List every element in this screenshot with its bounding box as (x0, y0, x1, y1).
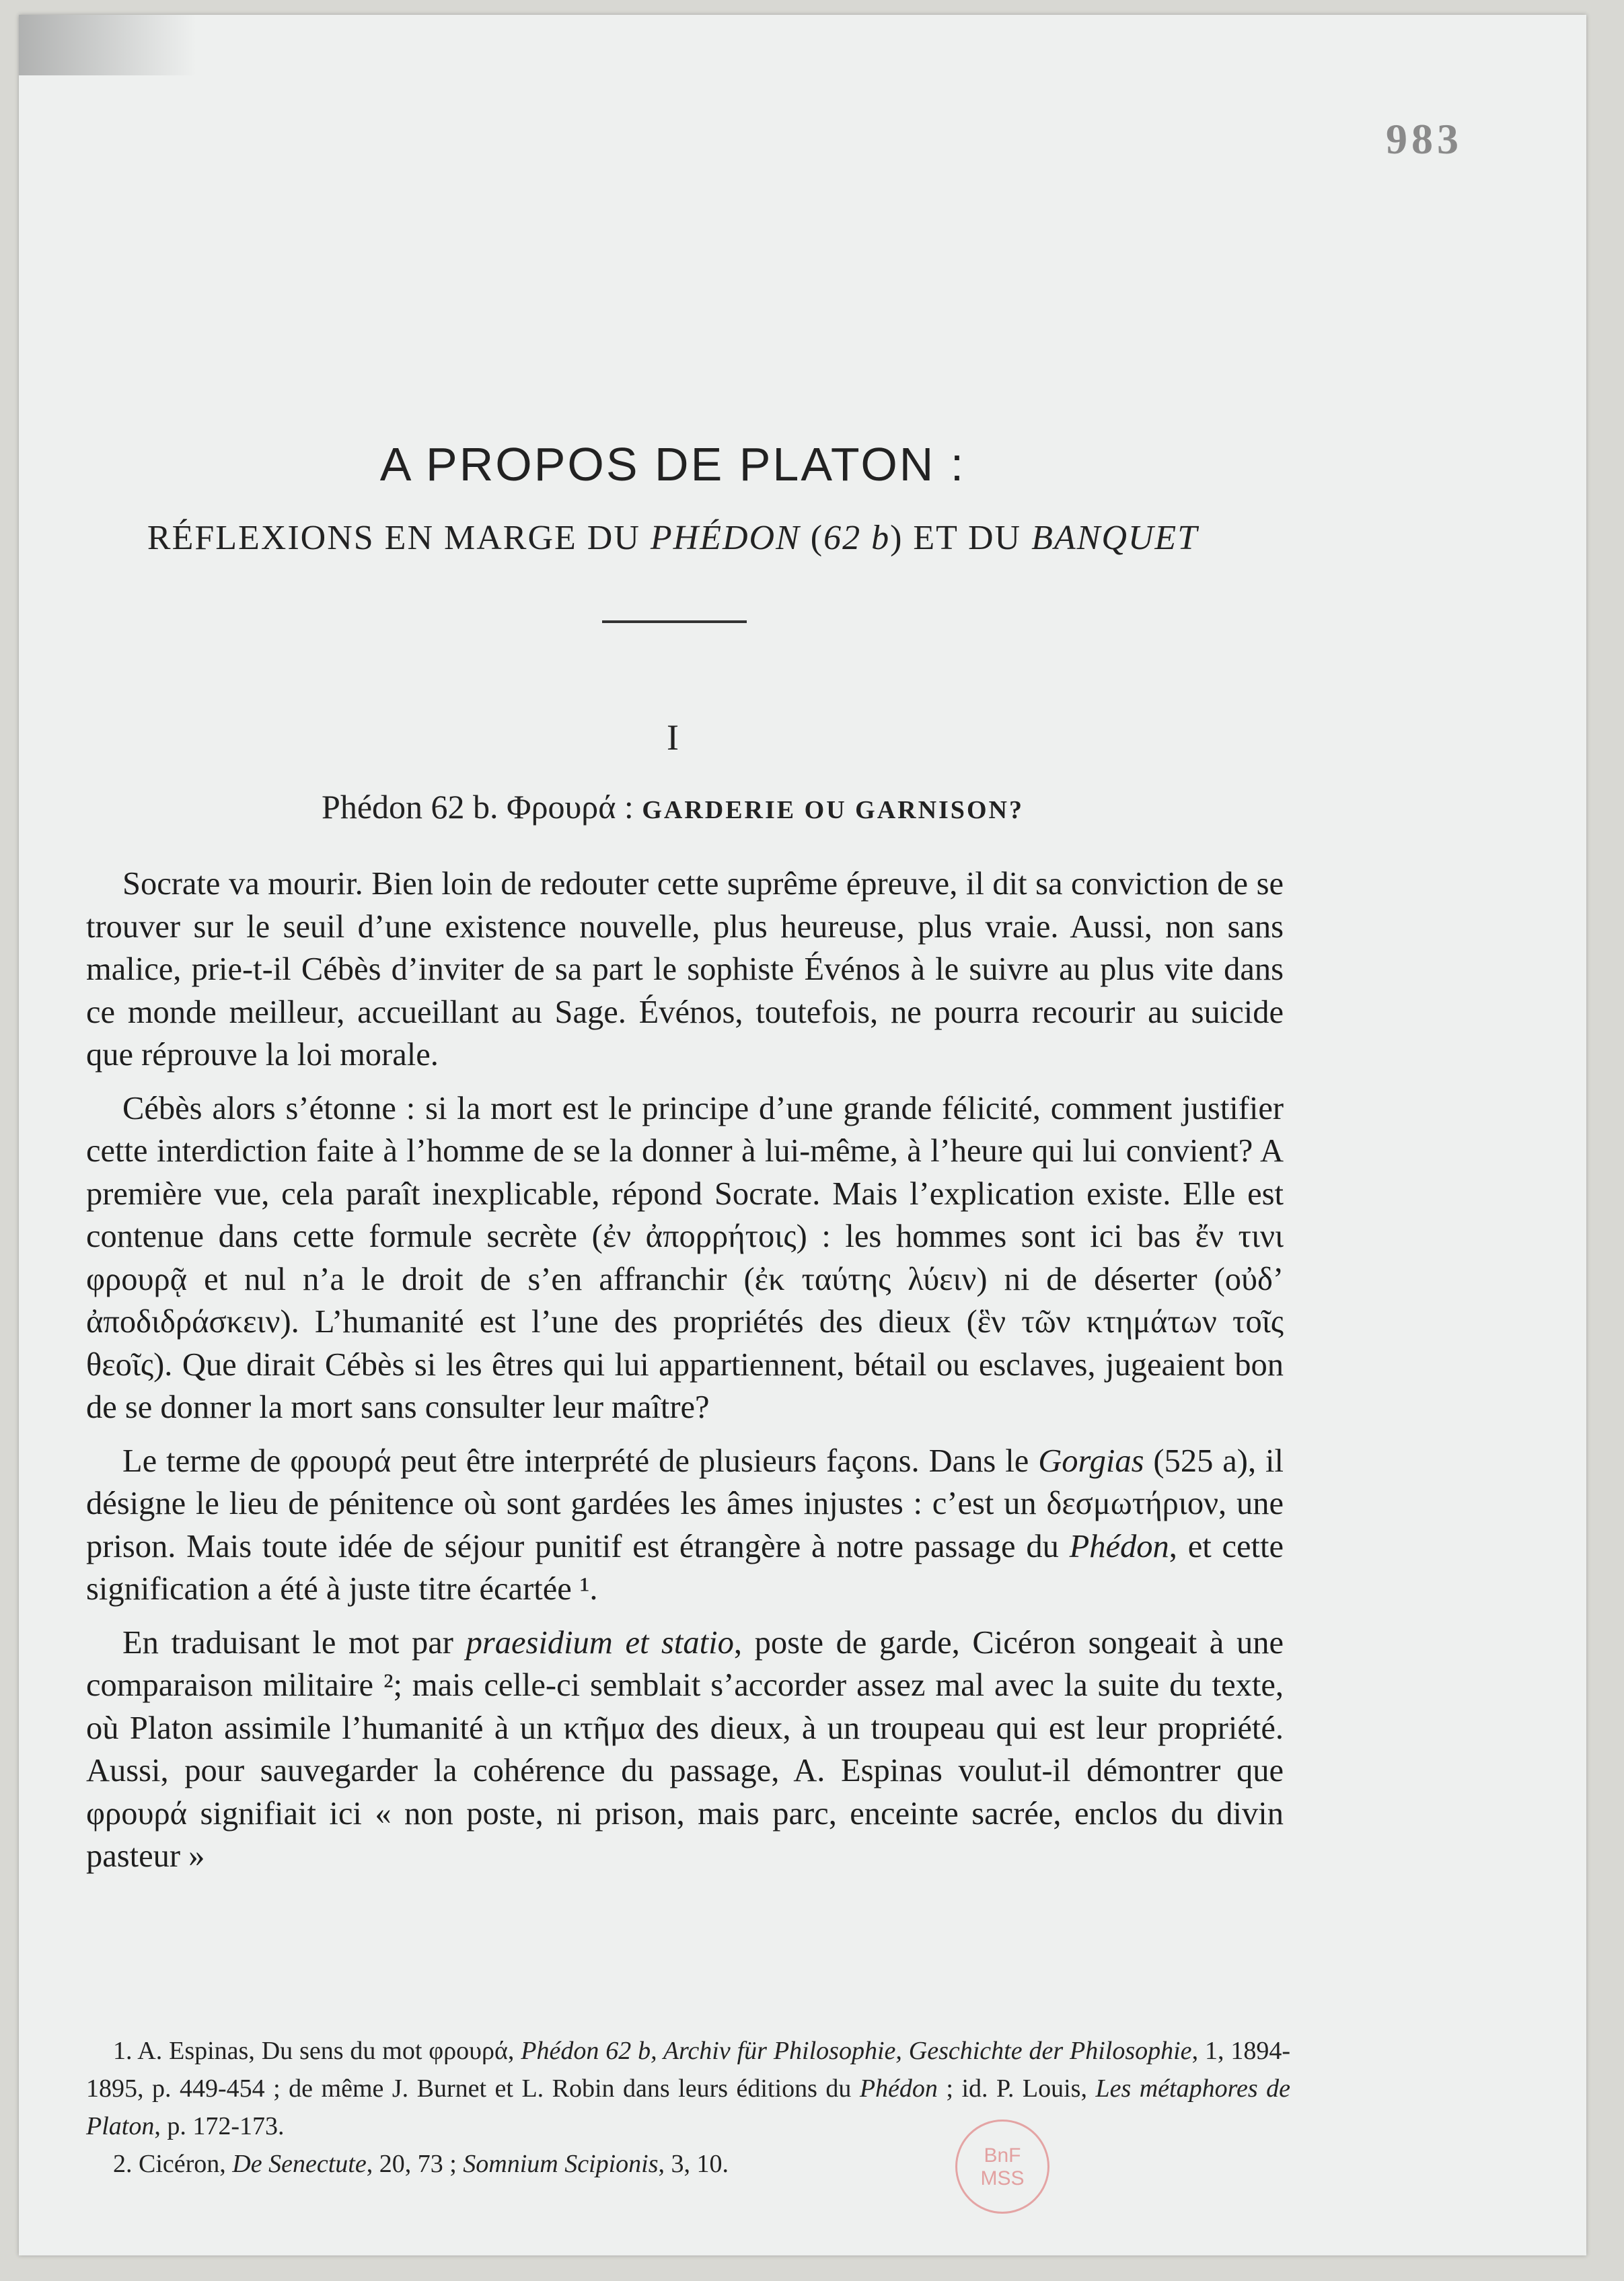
italic-run: Les métaphores de Platon (86, 2074, 1290, 2140)
section-heading-rest: GARDERIE OU GARNISON? (642, 796, 1024, 824)
text-run: En traduisant le mot par (122, 1624, 466, 1661)
subtitle-part: ) ET DU (890, 519, 1032, 557)
title-divider (602, 620, 747, 623)
article-subtitle (0, 518, 1345, 558)
text-run: Le terme de φρουρά peut être interprété de plusieurs façons. Dans le (122, 1443, 1039, 1479)
italic-run: praesidium et statio (466, 1624, 734, 1661)
subtitle-italic: BANQUET (1031, 519, 1199, 557)
text-run: 2. Cicéron, (113, 2150, 233, 2178)
section-heading-lead: Phédon 62 b. Φρουρά : (322, 788, 642, 826)
italic-run: Phédon (1069, 1528, 1169, 1564)
stamp-line: BnF (984, 2144, 1021, 2167)
text-run: , poste de garde, Cicéron songeait à une comparaison militaire ²; mais celle-ci semblait s’accorder assez mal avec la suite du texte, où Platon assimile l’humanité à un κτῆμα des dieux, à un troupeau qui est leur propriété. Aussi, pour sauvegarder la cohérence du passage, A. Espinas voulut-il démontrer que φρουρά signifiait ici « non poste, ni prison, mais parc, enceinte sacrée, enclos du divin pasteur » (86, 1624, 1284, 1874)
paragraph (86, 1440, 1284, 1611)
subtitle-part: RÉFLEXIONS EN MARGE DU (147, 519, 651, 557)
subtitle-italic: 62 b (823, 519, 891, 557)
subtitle-italic: PHÉDON (650, 519, 801, 557)
text-run: , et cette signification a été à juste titre écartée ¹. (86, 1528, 1284, 1607)
italic-run: Phédon 62 b, Archiv für Philosophie, Geschichte der Philosophie (521, 2037, 1192, 2065)
subtitle-part: ( (800, 519, 824, 557)
italic-run: De Senectute (232, 2150, 367, 2178)
scan-shadow (19, 15, 241, 75)
text-run: , 3, 10. (658, 2150, 729, 2178)
text-run: (525 a), il désigne le lieu de pénitence où sont gardées les âmes injustes : c’est un δεσμωτήριον, une prison. Mais toute idée de séjour punitif est étrangère à notre passage du (86, 1443, 1284, 1564)
stamp-line: MSS (980, 2167, 1025, 2189)
italic-run: Somnium Scipionis (463, 2150, 659, 2178)
page-number: 983 (1386, 115, 1463, 163)
article-body (86, 863, 1284, 1889)
paragraph: Socrate va mourir. Bien loin de redouter cette suprême épreuve, il dit sa conviction de se trouver sur le seuil d’une existence nouvelle, plus heureuse, plus vraie. Aussi, non sans malice, prie-t-il Cébès d’inviter de sa part le sophiste Événos à le suivre au plus vite dans ce monde meilleur, accueillant au Sage. Événos, toutefois, ne pourra recourir au suicide que réprouve la loi morale. (86, 866, 1284, 1073)
italic-run: Gorgias (1038, 1443, 1144, 1479)
text-run: , 1, 1894-1895, p. 449-454 ; de même J. Burnet et L. Robin dans leurs éditions du (86, 2037, 1290, 2103)
article-title: A PROPOS DE PLATON : (379, 438, 966, 491)
section-number: I (667, 717, 679, 758)
paragraph (86, 1622, 1284, 1878)
text-run: , p. 172-173. (154, 2112, 285, 2140)
text-run: , 20, 73 ; (366, 2150, 464, 2178)
footnotes (86, 2032, 1290, 2183)
section-heading (0, 787, 1345, 826)
text-run: ; id. P. Louis, (937, 2074, 1096, 2103)
paragraph: Cébès alors s’étonne : si la mort est le principe d’une grande félicité, comment justifier cette interdiction faite à l’homme de se la donner à lui-même, à l’heure qui lui convient? A première vue, cela paraît inexplicable, répond Socrate. Mais l’explication existe. Elle est contenue dans cette formule secrète (ἐν ἀπορρήτοις) : les hommes sont ici bas ἔν τινι φρουρᾷ et nul n’a le droit de s’en affranchir (ἐκ ταύτης λύειν) ni de déserter (οὐδ’ ἀποδιδράσκειν). L’humanité est l’une des propriétés des dieux (ἓν τῶν κτημάτων τοῖς θεοῖς). Que dirait Cébès si les êtres qui lui appartiennent, bétail ou esclaves, jugeaient bon de se donner la mort sans consulter leur maître? (86, 1090, 1284, 1425)
library-stamp (955, 2120, 1049, 2214)
italic-run: Phédon (859, 2074, 938, 2103)
text-run: 1. A. Espinas, Du sens du mot φρουρά, (113, 2037, 521, 2065)
footnote-1 (86, 2032, 1290, 2145)
footnote-2 (86, 2145, 1290, 2183)
